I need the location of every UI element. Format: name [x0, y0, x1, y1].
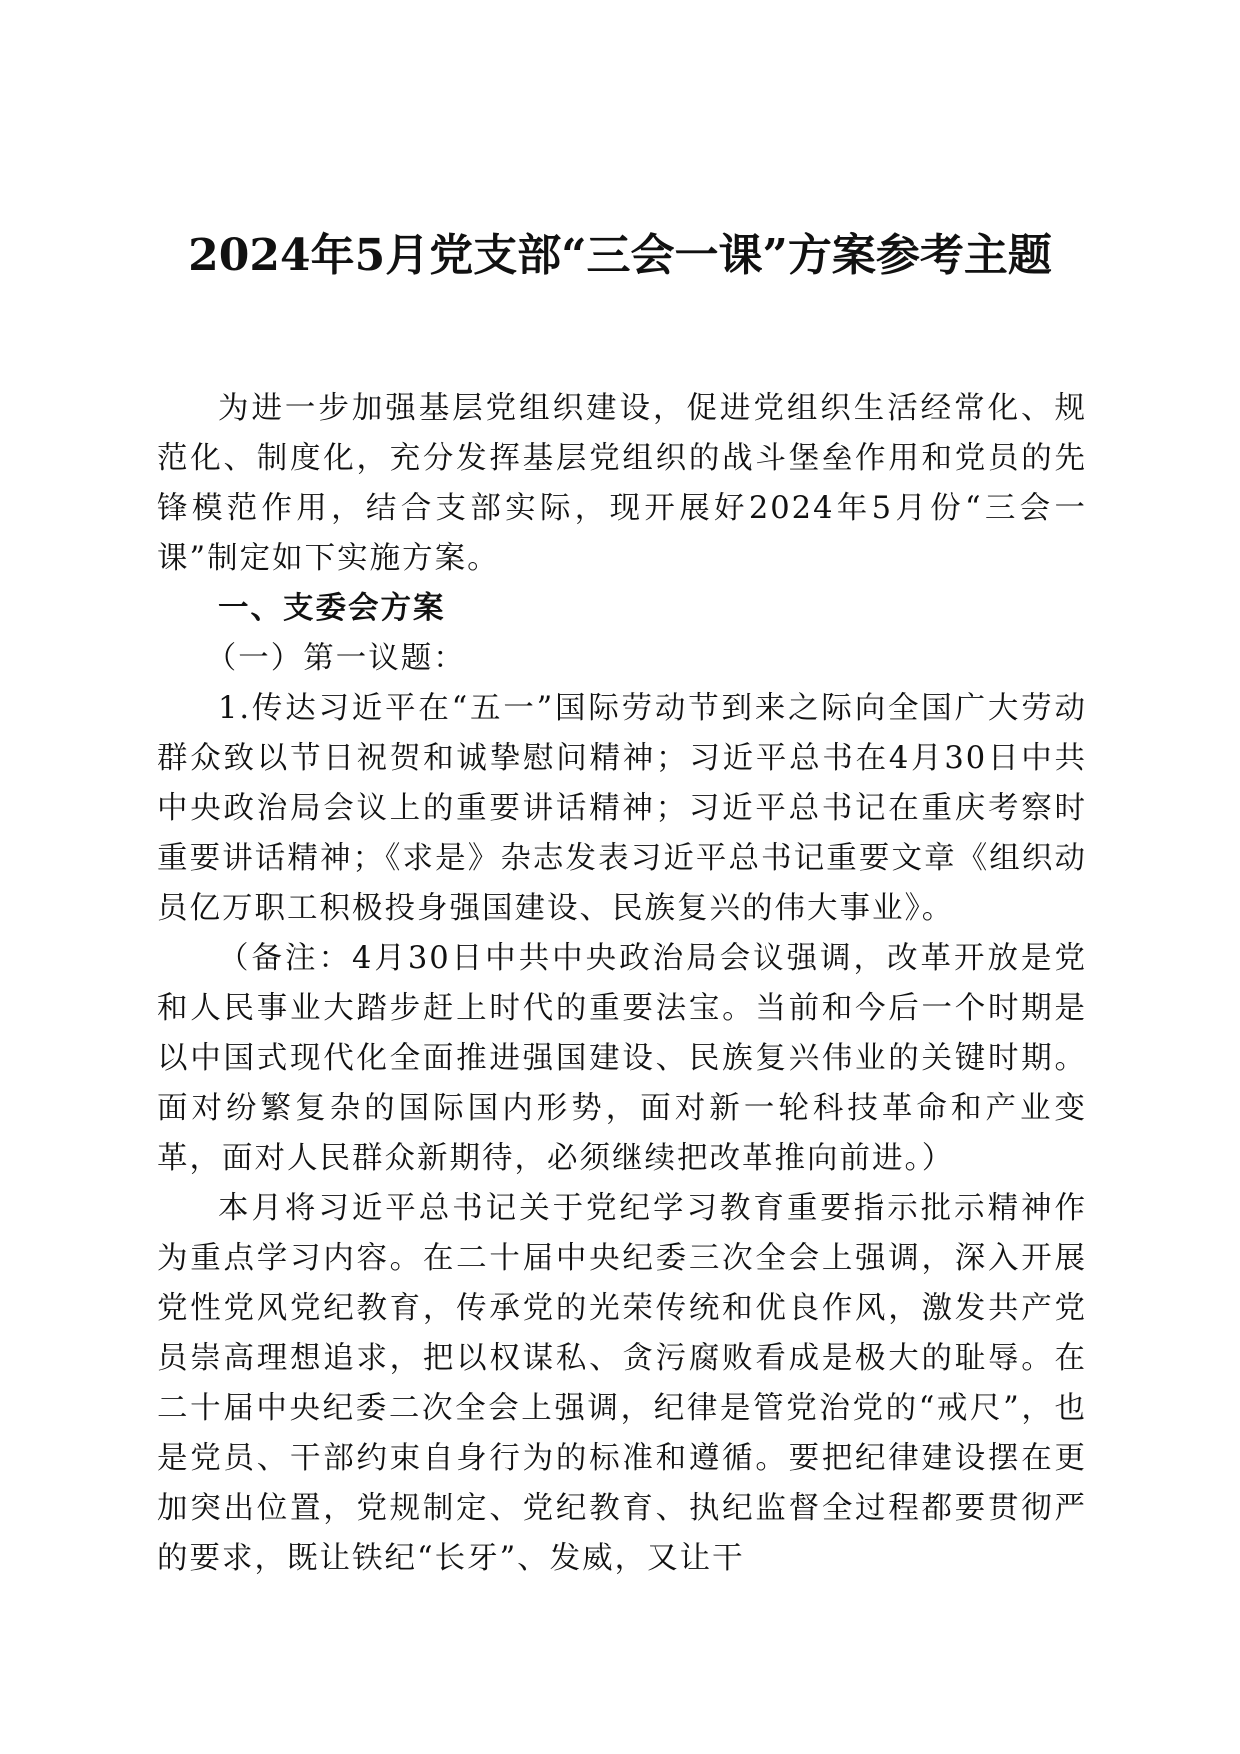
section-heading-branch-committee: 一、支委会方案	[218, 591, 446, 626]
item-1-paragraph: 1.传达习近平在“五一”国际劳动节到来之际向全国广大劳动群众致以节日祝贺和诚挚慰问精神；习近平总书在4月30日中共中央政治局会议上的重要讲话精神；习近平总书记在重庆考察时重要讲话精神；《求是》杂志发表习近平总书记重要文章《组织动员亿万职工积极投身强国建设、民族复兴的伟大事业》。	[157, 691, 1087, 926]
note-paragraph: （备注：4月30日中共中央政治局会议强调，改革开放是党和人民事业大踏步赶上时代的重要法宝。当前和今后一个时期是以中国式现代化全面推进强国建设、民族复兴伟业的关键时期。面对纷繁复杂的国际国内形势，面对新一轮科技革命和产业变革，面对人民群众新期待，必须继续把改革推向前进。）	[157, 941, 1087, 1176]
subsection-heading-first-topic: （一）第一议题：	[205, 641, 466, 676]
monthly-study-paragraph: 本月将习近平总书记关于党纪学习教育重要指示批示精神作为重点学习内容。在二十届中央纪委三次全会上强调，深入开展党性党风党纪教育，传承党的光荣传统和优良作风，激发共产党员崇高理想追求，把以权谋私、贪污腐败看成是极大的耻辱。在二十届中央纪委二次全会上强调，纪律是管党治党的“戒尺”，也是党员、干部约束自身行为的标准和遵循。要把纪律建设摆在更加突出位置，党规制定、党纪教育、执纪监督全过程都要贯彻严的要求，既让铁纪“长牙”、发威，又让干	[157, 1191, 1087, 1576]
document-title: 2024年5月党支部“三会一课”方案参考主题	[188, 230, 1052, 281]
document-body	[157, 384, 1087, 1584]
intro-paragraph: 为进一步加强基层党组织建设，促进党组织生活经常化、规范化、制度化，充分发挥基层党组织的战斗堡垒作用和党员的先锋模范作用，结合支部实际，现开展好2024年5月份“三会一课”制定如下实施方案。	[157, 391, 1087, 576]
